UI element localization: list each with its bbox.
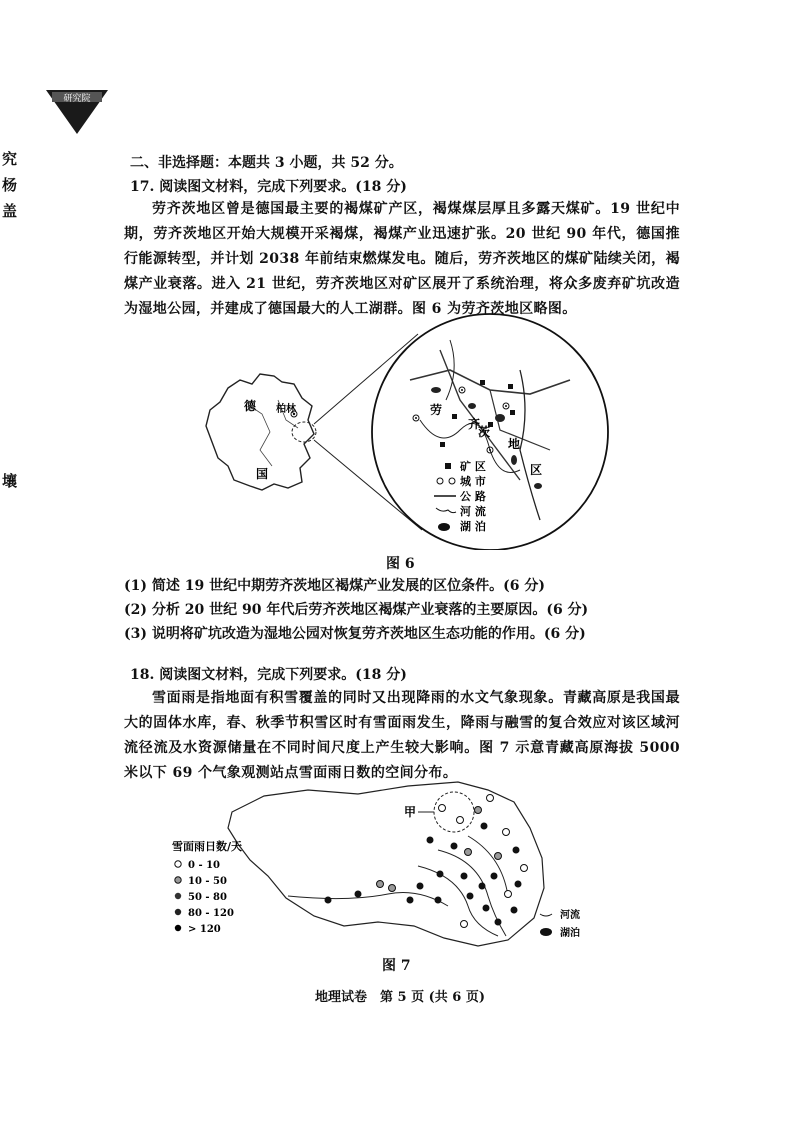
station-dot xyxy=(389,885,396,892)
city-icon xyxy=(459,387,465,393)
lake-mark xyxy=(468,403,476,409)
legend-title: 雪面雨日数/天 xyxy=(172,840,243,853)
svg-text:矿 区: 矿 区 xyxy=(460,460,486,473)
station-dot xyxy=(439,805,446,812)
q18-paragraph-text: 雪面雨是指地面有积雪覆盖的同时又出现降雨的水文气象现象。青藏高原是我国最大的固体水库，春、秋季节积雪区时有雪面雨发生，降雨与融雪的复合效应对该区域河流径流及水资源储量在不同时间尺度上产生较大影响。图 7 示意青藏高原海拔 5000 米以下 69 个气象观测站点雪面雨日数的空间分布。 xyxy=(124,690,680,781)
station-dot xyxy=(461,873,468,880)
lake-mark xyxy=(431,387,441,393)
region-char-5: 区 xyxy=(530,463,543,477)
station-dot xyxy=(435,897,442,904)
svg-text:研究院: 研究院 xyxy=(63,94,91,104)
section-title: 二、非选择题：本题共 3 小题，共 52 分。 xyxy=(130,155,403,171)
figure-7-legend xyxy=(172,839,242,935)
legend-river-icon xyxy=(436,508,456,513)
river-line xyxy=(288,893,448,907)
figure-6-legend xyxy=(434,459,486,533)
q17-paragraph-text: 劳齐茨地区曾是德国最主要的褐煤矿产区，褐煤煤层厚且多露天煤矿。19 世纪中期，劳齐茨地区开始大规模开采褐煤，褐煤产业迅速扩张。20 世纪 90 年代，德国推行能源转型，并计划 2038 年前结束燃煤发电。随后，劳齐茨地区的煤矿陆续关闭，褐煤产业衰落。进入 21 世纪，劳齐茨地区对矿区展开了系统治理，将众多废弃矿坑改造为湿地公园，并建成了德国最大的人工湖群。图 6 为劳齐茨地区略图。 xyxy=(124,201,680,317)
connector-line-bottom xyxy=(314,440,422,530)
legend-dot-darker xyxy=(175,909,181,915)
q17-paragraph xyxy=(124,197,680,322)
legend-dot-gray xyxy=(175,877,181,883)
station-dot xyxy=(495,919,502,926)
lake-mark xyxy=(534,483,542,489)
region-char-4: 地 xyxy=(508,437,521,451)
mine-area-icon xyxy=(452,414,457,419)
svg-text:> 120: > 120 xyxy=(188,924,221,935)
figure-6-caption: 图 6 xyxy=(386,556,415,572)
q17-sub-question-1: (1) 简述 19 世纪中期劳齐茨地区褐煤产业发展的区位条件。(6 分) xyxy=(124,578,545,594)
mine-area-icon xyxy=(508,384,513,389)
station-dot xyxy=(461,921,468,928)
germany-inner-border xyxy=(250,406,272,466)
berlin-label: 柏林 xyxy=(276,404,296,415)
region-char-3: 茨 xyxy=(478,425,491,439)
margin-char-1: 究 xyxy=(2,150,18,168)
station-dot xyxy=(481,823,488,830)
legend-lake-icon xyxy=(438,523,450,531)
mine-area-icon xyxy=(440,442,445,447)
q18-paragraph xyxy=(124,686,680,786)
mine-area-icon xyxy=(510,410,515,415)
figure-7-legend-right xyxy=(540,908,580,939)
svg-text:80 - 120: 80 - 120 xyxy=(188,908,234,919)
q18-title: 18. 阅读图文材料，完成下列要求。(18 分) xyxy=(130,667,407,683)
station-dot xyxy=(503,829,510,836)
station-dot xyxy=(487,795,494,802)
svg-text:10 - 50: 10 - 50 xyxy=(188,876,227,887)
region-char-1: 劳 xyxy=(430,403,443,417)
region-jia-circle xyxy=(434,792,474,832)
city-icon xyxy=(503,403,509,409)
station-dot xyxy=(355,891,362,898)
station-dot xyxy=(427,837,434,844)
station-dot xyxy=(483,905,490,912)
q17-sub-question-3: (3) 说明将矿坑改造为湿地公园对恢复劳齐茨地区生态功能的作用。(6 分) xyxy=(124,626,586,642)
river-line xyxy=(468,836,508,896)
connector-line-top xyxy=(314,334,418,424)
legend-dot-black xyxy=(175,925,181,931)
svg-text:公 路: 公 路 xyxy=(460,490,486,503)
region-jia-label: 甲 xyxy=(404,805,417,819)
svg-text:城 市: 城 市 xyxy=(460,475,486,488)
figure-6-map xyxy=(190,310,610,550)
germany-label-1: 德 xyxy=(244,399,257,413)
station-dot xyxy=(417,883,424,890)
q17-title: 17. 阅读图文材料，完成下列要求。(18 分) xyxy=(130,179,407,195)
germany-label-2: 国 xyxy=(256,467,269,481)
station-dot xyxy=(457,817,464,824)
station-dot xyxy=(479,883,486,890)
legend-river-icon xyxy=(540,914,552,916)
station-dot xyxy=(521,865,528,872)
legend-lake-icon xyxy=(540,928,552,936)
lake-mark xyxy=(495,414,505,422)
legend-mine-icon xyxy=(445,463,451,469)
station-dot xyxy=(511,907,518,914)
river-line xyxy=(418,866,498,936)
station-dot xyxy=(475,807,482,814)
station-dot xyxy=(407,897,414,904)
station-dot xyxy=(467,893,474,900)
legend-city-icon xyxy=(437,478,443,484)
margin-char-2: 杨 xyxy=(2,176,18,194)
svg-text:河流: 河流 xyxy=(560,910,580,921)
station-dot xyxy=(495,853,502,860)
city-icon xyxy=(487,447,493,453)
station-dot xyxy=(325,897,332,904)
region-char-2: 齐 xyxy=(468,417,481,431)
legend-dot-open xyxy=(175,861,181,867)
station-dot xyxy=(491,873,498,880)
school-logo xyxy=(44,84,110,136)
station-dot xyxy=(377,881,384,888)
station-dot xyxy=(513,847,520,854)
svg-text:0 - 10: 0 - 10 xyxy=(188,860,220,871)
svg-text:50 - 80: 50 - 80 xyxy=(188,892,227,903)
legend-dot-dark xyxy=(175,893,181,899)
station-dots-gray xyxy=(377,807,502,892)
station-dot xyxy=(465,849,472,856)
station-dot xyxy=(451,843,458,850)
margin-char-3: 盖 xyxy=(2,202,18,220)
mine-area-icon xyxy=(480,380,485,385)
city-icon xyxy=(413,415,419,421)
svg-text:湖泊: 湖泊 xyxy=(560,928,580,939)
q17-sub-question-2: (2) 分析 20 世纪 90 年代后劳齐茨地区褐煤产业衰落的主要原因。(6 分) xyxy=(124,602,589,618)
station-dot xyxy=(515,881,522,888)
lake-mark xyxy=(511,455,517,465)
station-dots-dark xyxy=(325,823,522,926)
station-dot xyxy=(505,891,512,898)
svg-text:河 流: 河 流 xyxy=(460,505,486,518)
page-footer: 地理试卷 第 5 页 (共 6 页) xyxy=(314,990,486,1005)
figure-7-map xyxy=(168,776,608,952)
svg-text:湖 泊: 湖 泊 xyxy=(460,520,486,533)
figure-7-caption: 图 7 xyxy=(382,958,411,974)
margin-char-4: 壤 xyxy=(2,472,18,490)
station-dot xyxy=(437,871,444,878)
